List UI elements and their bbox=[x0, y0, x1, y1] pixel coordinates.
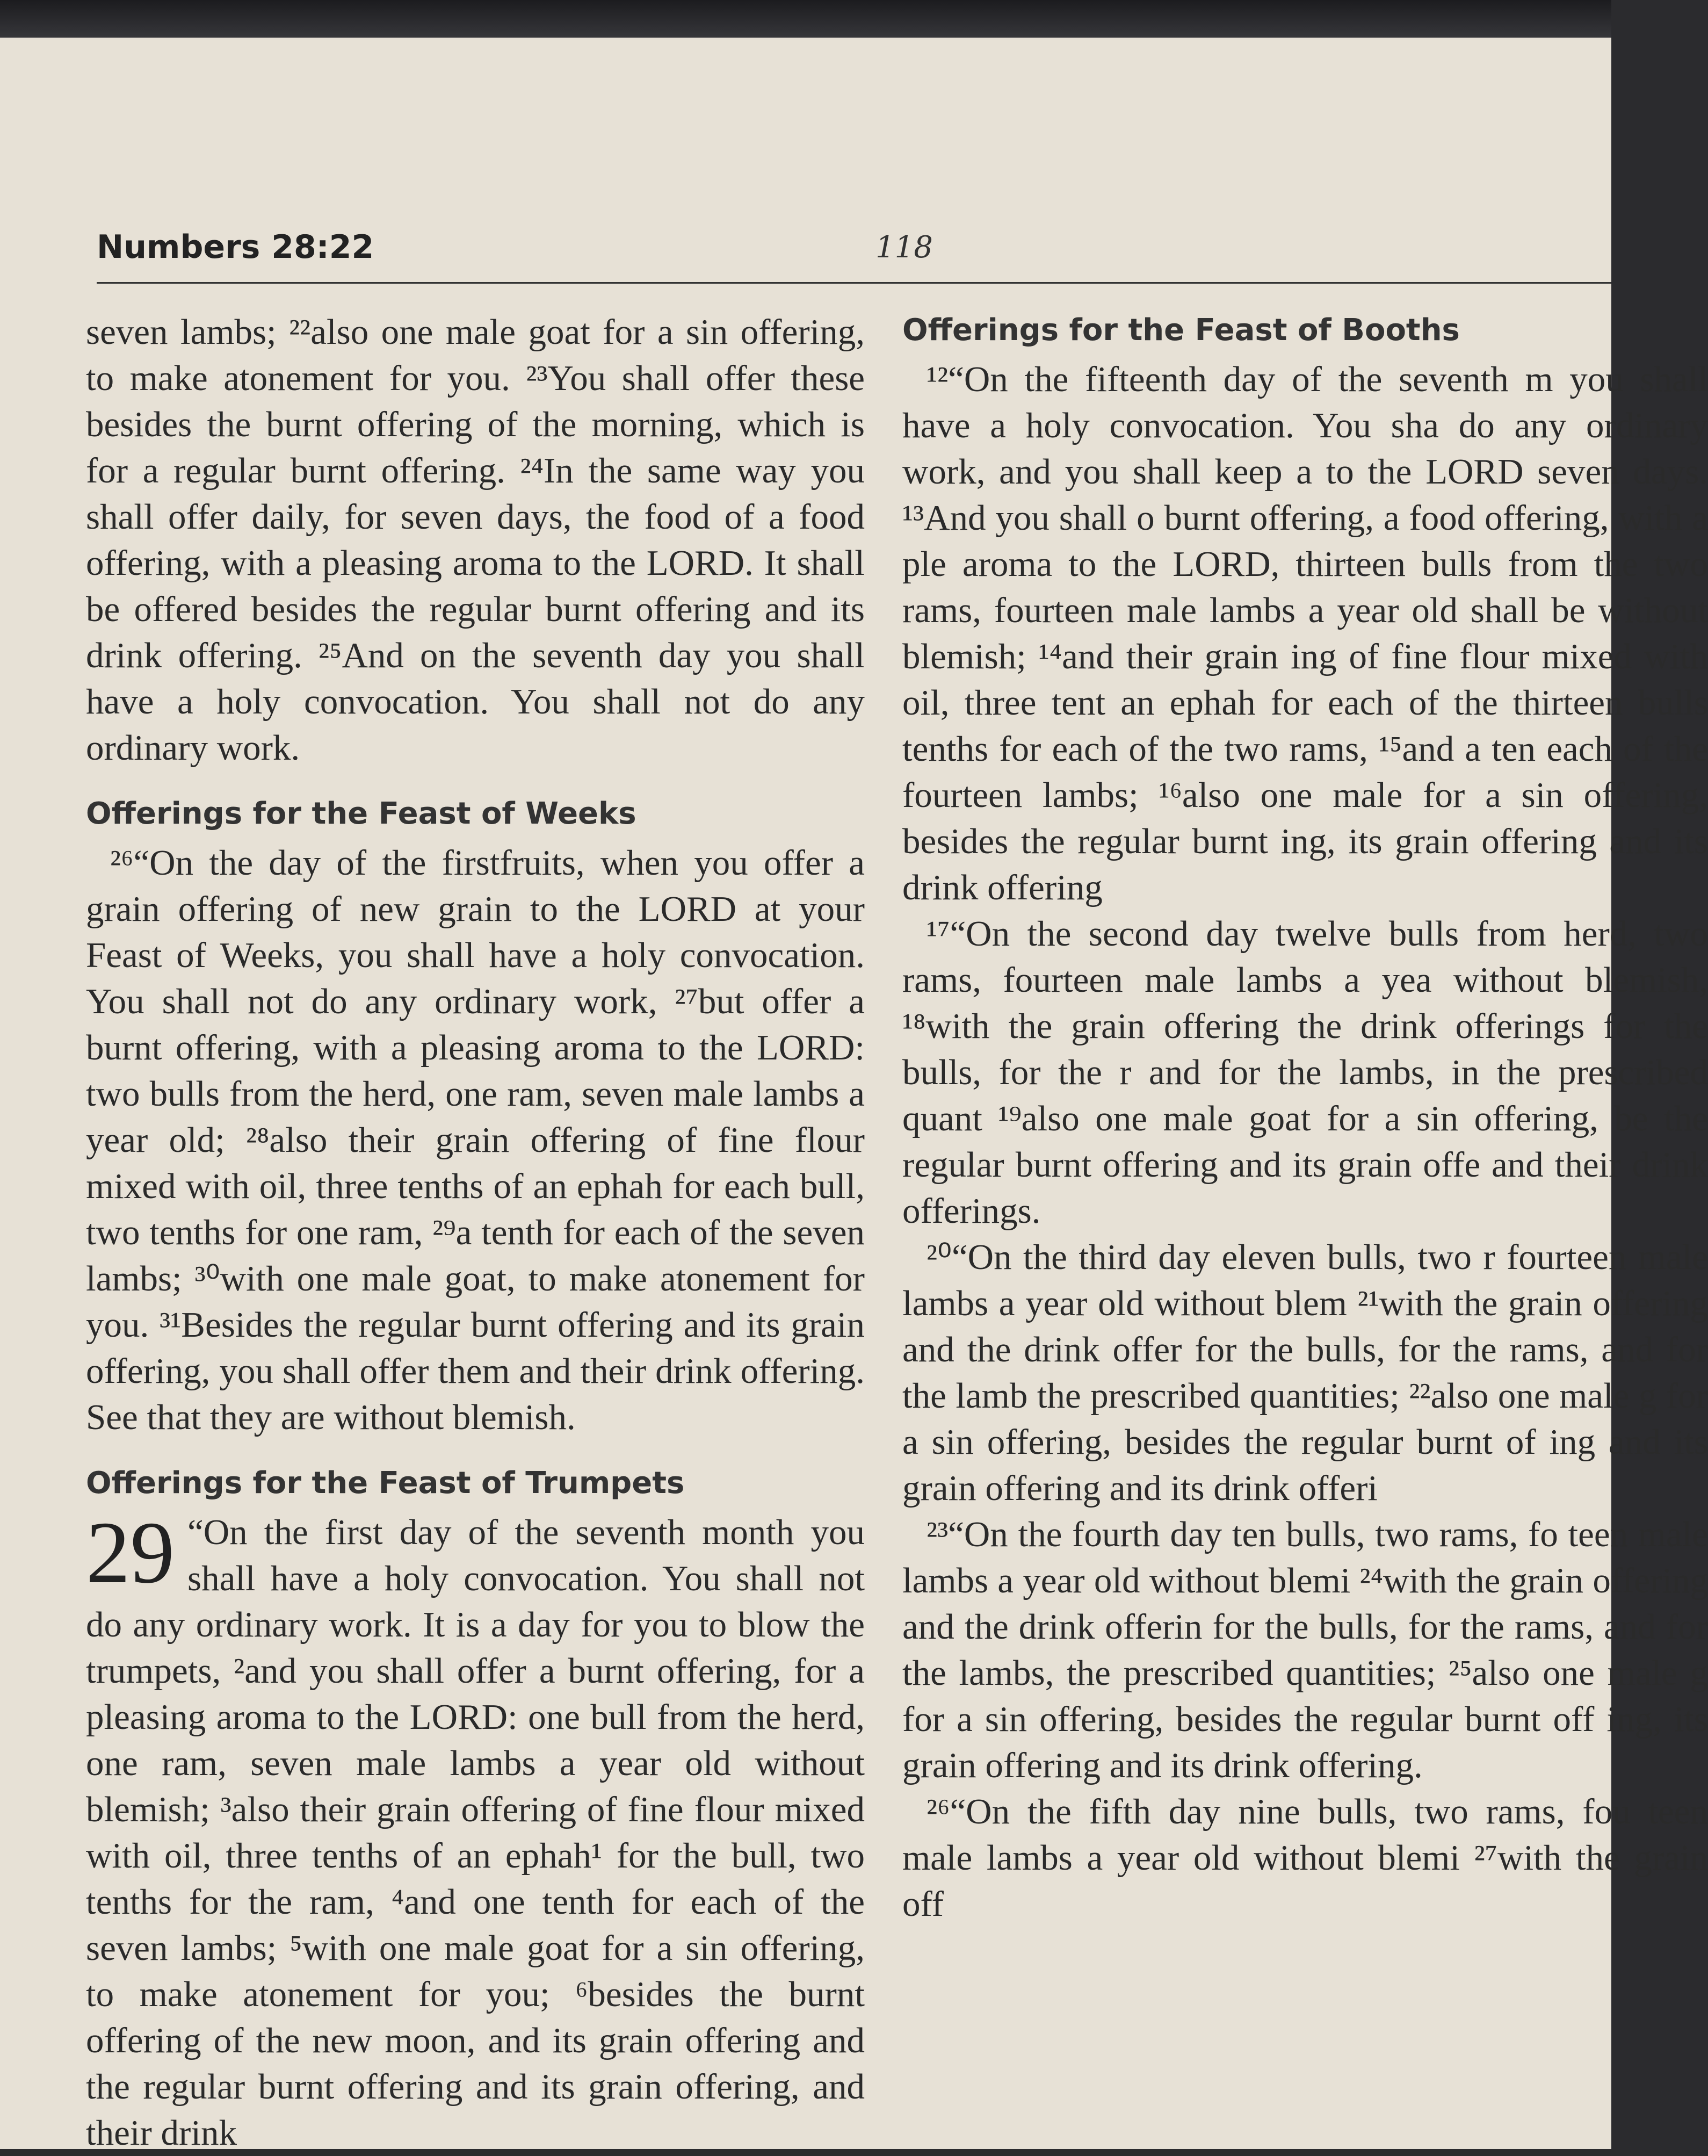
book-page bbox=[0, 38, 1708, 2153]
paragraph: ²⁰“On the third day eleven bulls, two r fourteen male lambs a year old without blem ²¹with the grain offering and the drink offer for the bulls, for the rams, and for the lamb the prescribed quantities; ²²also one male g for a sin offering, besides the regular burnt of ing and its grain offering and its drink offeri bbox=[902, 1237, 1708, 1508]
page-header bbox=[97, 199, 1611, 274]
paragraph: ²⁶“On the fifth day nine bulls, two rams, fou teen male lambs a year old without blemi ²⁷with the grain off bbox=[902, 1792, 1708, 1924]
left-column bbox=[86, 309, 865, 2156]
chapter-number: 29 bbox=[86, 1503, 175, 1602]
paragraph: ²³“On the fourth day ten bulls, two rams, fo teen male lambs a year old without blemi ²⁴with the grain offering and the drink offerin for the bulls, for the rams, and for the lambs, the prescribed quantities; ²⁵also one male g for a sin offering, besides the regular burnt off ing, its grain offering and its drink offering. bbox=[902, 1515, 1708, 1785]
paragraph: ²⁶“On the day of the firstfruits, when you offer a grain offering of new grain to the LORD at your Feast of Weeks, you shall have a holy convocation. You shall not do any ordinary work, ²⁷but offer a burnt offering, with a pleasing aroma to the LORD: two bulls from the herd, one ram, seven male lambs a year old; ²⁸also their grain offering of fine flour mixed with oil, three tenths of an ephah for each bull, two tenths for one ram, ²⁹a tenth for each of the seven lambs; ³⁰with one male goat, to make atonement for you. ³¹Besides the regular burnt offering and its grain offering, you shall offer them and their drink offering. See that they are without blemish. bbox=[86, 843, 865, 1437]
chapter-29 bbox=[86, 1503, 865, 2156]
right-column bbox=[902, 309, 1708, 1927]
section-heading-feast-of-trumpets: Offerings for the Feast of Trumpets bbox=[86, 1466, 685, 1501]
running-head: Numbers 28:22 bbox=[97, 228, 374, 266]
paragraph: seven lambs; ²²also one male goat for a sin offering, to make atonement for you. ²³You shall offer these besides the burnt offering of the morning, which is for a regular burnt offering. ²⁴In the same way you shall offer daily, for seven days, the food of a food offering, with a pleasing aroma to the LORD. It shall be offered besides the regular burnt offering and its drink offering. ²⁵And on the seventh day you shall have a holy convocation. You shall not do any ordinary work. bbox=[86, 312, 865, 768]
page-number: 118 bbox=[875, 230, 933, 265]
paragraph: ¹⁷“On the second day twelve bulls from herd, two rams, fourteen male lambs a yea without blemish, ¹⁸with the grain offering the drink offerings for the bulls, for the r and for the lambs, in the prescribed quant ¹⁹also one male goat for a sin offering, be the regular burnt offering and its grain offe and their drink offerings. bbox=[902, 914, 1708, 1231]
paragraph: “On the first day of the seventh month you shall have a holy convocation. You shall not do any ordinary work. It is a day for you to blow the trumpets, ²and you shall offer a burnt offering, for a pleasing aroma to the LORD: one bull from the herd, one ram, seven male lambs a year old without blemish; ³also their grain offering of fine flour mixed with oil, three tenths of an ephah¹ for the bull, two tenths for the ram, ⁴and one tenth for each of the seven lambs; ⁵with one male goat for a sin offering, to make atonement for you; ⁶besides the burnt offering of the new moon, and its grain offering and the regular burnt offering and its grain offering, and their drink bbox=[86, 1512, 865, 2153]
paragraph: ¹²“On the fifteenth day of the seventh m you shall have a holy convocation. You sha do any ordinary work, and you shall keep a to the LORD seven days. ¹³And you shall o burnt offering, a food offering, with a ple aroma to the LORD, thirteen bulls from the two rams, fourteen male lambs a year old shall be without blemish; ¹⁴and their grain ing of fine flour mixed with oil, three tent an ephah for each of the thirteen bulls tenths for each of the two rams, ¹⁵and a ten each of the fourteen lambs; ¹⁶also one male for a sin offering, besides the regular burnt ing, its grain offering and its drink offering bbox=[902, 359, 1708, 907]
header-rule bbox=[97, 282, 1611, 284]
section-heading-feast-of-booths: Offerings for the Feast of Booths bbox=[902, 313, 1460, 348]
section-heading-feast-of-weeks: Offerings for the Feast of Weeks bbox=[86, 796, 636, 831]
background-edge bbox=[0, 0, 1611, 43]
